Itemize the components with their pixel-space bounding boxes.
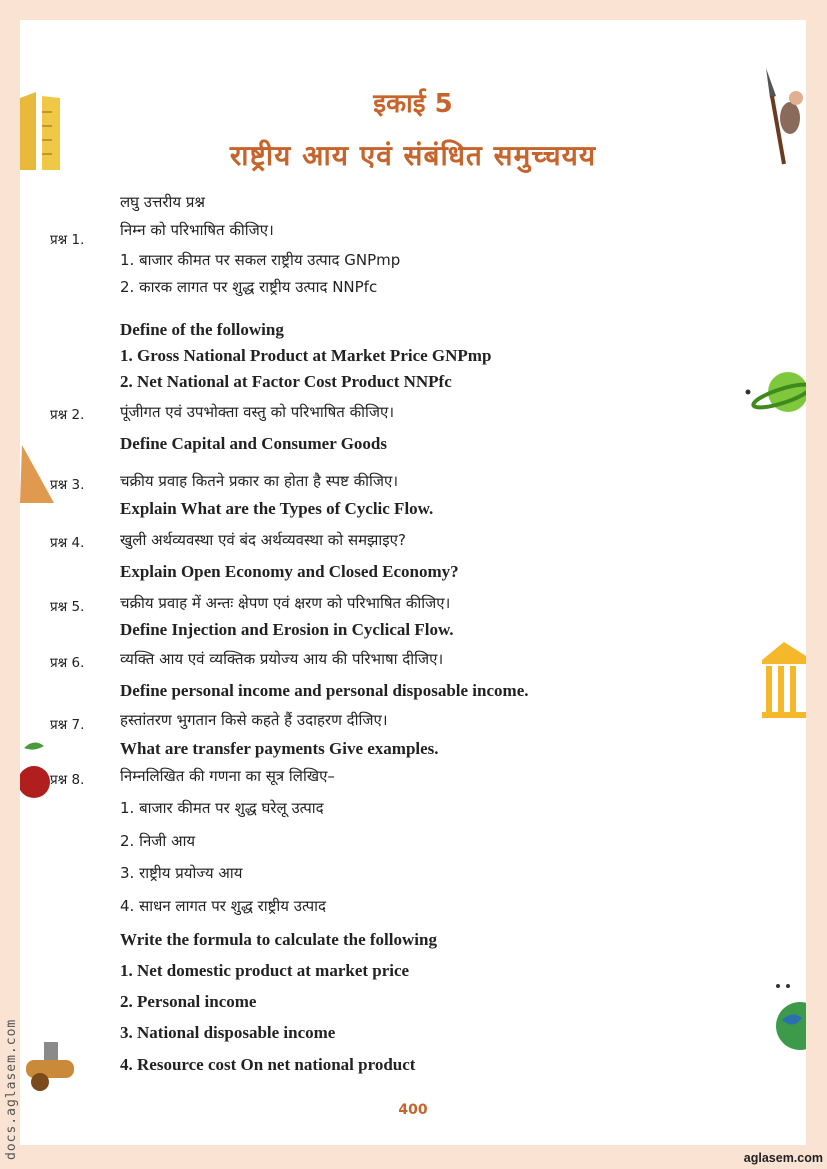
question-english: Define of the following [120, 320, 284, 339]
site-footer: aglasem.com [743, 1151, 823, 1165]
cannon-icon [20, 1036, 80, 1092]
question-english: Explain What are the Types of Cyclic Flow. [120, 499, 434, 518]
question-hindi-item: 3. राष्ट्रीय प्रयोज्य आय [120, 864, 243, 882]
globe-icon [772, 980, 806, 1052]
question-label: प्रश्न 2. [50, 407, 85, 423]
section-label: लघु उत्तरीय प्रश्न [120, 193, 206, 211]
question-english: What are transfer payments Give examples. [120, 739, 439, 758]
question-label: प्रश्न 3. [50, 477, 85, 493]
question-label: प्रश्न 7. [50, 717, 85, 733]
question-hindi: निम्न को परिभाषित कीजिए। [120, 221, 274, 239]
question-hindi: पूंजीगत एवं उपभोक्ता वस्तु को परिभाषित कीजिए। [120, 403, 395, 421]
unit-title: इकाई 5 [373, 89, 453, 119]
temple-icon [758, 642, 806, 718]
question-english-item: 1. Net domestic product at market price [120, 961, 410, 980]
question-hindi: हस्तांतरण भुगतान किसे कहते हैं उदाहरण दीजिए। [120, 711, 388, 729]
question-hindi: चक्रीय प्रवाह कितने प्रकार का होता है स्पष्ट कीजिए। [120, 472, 399, 490]
question-english-item: 2. Net National at Factor Cost Product NNPfc [120, 372, 452, 391]
question-english: Define personal income and personal disposable income. [120, 681, 529, 700]
question-english-item: 2. Personal income [120, 992, 257, 1011]
question-english-item: 1. Gross National Product at Market Price GNPmp [120, 346, 492, 365]
question-hindi-item: 4. साधन लागत पर शुद्ध राष्ट्रीय उत्पाद [120, 897, 326, 915]
question-english-item: 4. Resource cost On net national product [120, 1055, 416, 1074]
question-hindi-item: 1. बाजार कीमत पर शुद्ध घरेलू उत्पाद [120, 799, 324, 817]
question-hindi-item: 2. कारक लागत पर शुद्ध राष्ट्रीय उत्पाद NNPfc [120, 278, 378, 296]
question-english: Write the formula to calculate the following [120, 930, 437, 949]
question-hindi: निम्नलिखित की गणना का सूत्र लिखिए– [120, 767, 335, 785]
question-label: प्रश्न 4. [50, 535, 85, 551]
question-english: Define Capital and Consumer Goods [120, 434, 387, 453]
document-page [20, 20, 806, 1145]
question-hindi-item: 2. निजी आय [120, 832, 196, 850]
question-hindi-item: 1. बाजार कीमत पर सकल राष्ट्रीय उत्पाद GNPmp [120, 251, 401, 269]
question-english: Define Injection and Erosion in Cyclical Flow. [120, 620, 454, 639]
planet-icon [744, 370, 806, 416]
question-label: प्रश्न 8. [50, 772, 85, 788]
question-label: प्रश्न 5. [50, 599, 85, 615]
page-number: 400 [398, 1102, 428, 1118]
watermark: docs.aglasem.com [4, 1018, 19, 1160]
question-hindi: व्यक्ति आय एवं व्यक्तिक प्रयोज्य आय की परिभाषा दीजिए। [120, 650, 444, 668]
question-hindi: खुली अर्थव्यवस्था एवं बंद अर्थव्यवस्था को समझाइए? [120, 531, 406, 549]
fruit-icon [20, 738, 54, 804]
question-hindi: चक्रीय प्रवाह में अन्तः क्षेपण एवं क्षरण को परिभाषित कीजिए। [120, 594, 451, 612]
question-label: प्रश्न 1. [50, 232, 85, 248]
question-english-item: 3. National disposable income [120, 1023, 336, 1042]
chapter-title: राष्ट्रीय आय एवं संबंधित समुच्चयय [229, 139, 597, 172]
question-english: Explain Open Economy and Closed Economy? [120, 562, 459, 581]
pyramid-icon [20, 445, 56, 503]
question-label: प्रश्न 6. [50, 655, 85, 671]
